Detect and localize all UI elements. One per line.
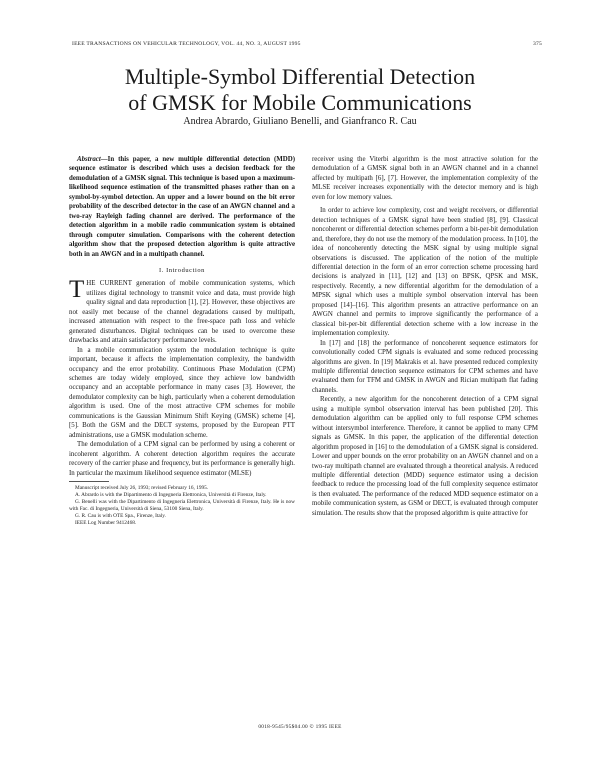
abstract-lead: Abstract— bbox=[77, 156, 108, 163]
intro-paragraph-1-text: HE CURRENT generation of mobile communication systems, which utilizes digital technology to transmit voice and data, must provide high quality signal and data reproduction [1], [2]. However, these objectives are not easily met because of the channel degradations caused by multipath, increased attenuation with respect to the free-space path loss and vehicle generated disturbances. Digital techniques can be used to overcome these drawbacks and attain satisfactory performance levels. bbox=[69, 280, 295, 345]
abstract bbox=[69, 155, 295, 259]
right-paragraph-4: Recently, a new algorithm for the noncoherent detection of a CPM signal using a multiple symbol observation interval has been published [20]. This demodulation algorithm can be applied only to full response CPM schemes without intersymbol interference. Therefore, it cannot be applied to many CPM signals as GMSK. In this paper, the application of the differential detection algorithm proposed in [16] to the demodulation of a GMSK signal is considered. Lower and upper bounds on the error probability on an AWGN channel and on a two-ray multipath channel are evaluated through a theoretical analysis. A reduced multiple differential detection (MDD) sequence estimator using a decision feedback to reduce the processing load of the full complexity sequence estimator is then evaluated. The performance of the reduced MDD sequence estimator on a mobile communication system, as GSM or DECT, is evaluated through computer simulation. The results show that the proposed algorithm is quite attractive for bbox=[312, 396, 538, 517]
left-column bbox=[69, 155, 295, 527]
right-paragraph-1: receiver using the Viterbi algorithm is the most attractive solution for the demodulation of a GMSK signal both in an AWGN channel and in a channel affected by multipath [6], [7]. However, the implementation complexity of the MLSE receiver increases exponentially with the detector memory and is high even for low memory values. bbox=[312, 156, 538, 201]
footnote-ieee-log: IEEE Log Number 9412468. bbox=[75, 519, 137, 526]
title-line-2: of GMSK for Mobile Communications bbox=[128, 90, 472, 115]
intro-paragraph-2: In a mobile communication system the modulation technique is quite important, because it affects the implementation complexity, the bandwidth occupancy and the error probability. Continuous Phase Modulation (CPM) schemes are today widely employed, since they achieve low bandwidth occupancy and an acceptable performance in many cases [3]. However, the demodulator complexity can be high, particularly when a coherent demodulation algorithm is used. One of the most attractive CPM schemes for mobile communications is the Gaussian Minimum Shift Keying (GMSK) scheme [4], [5]. Both the GSM and the DECT systems, proposed by the European PTT administrations, use a GMSK modulation scheme. bbox=[69, 346, 295, 439]
copyright-id: 0018-9545/95$04.00 © 1995 IEEE bbox=[258, 724, 342, 730]
footnote-author-3: G. R. Cau is with OTE Spa., Firenze, Italy. bbox=[75, 512, 166, 519]
intro-paragraph-1 bbox=[69, 276, 295, 345]
footnote-author-1: A. Abrardo is with the Dipartimento di Ingegneria Elettronica, Università di Firenze, Italy. bbox=[75, 491, 267, 498]
right-paragraph-3: In [17] and [18] the performance of noncoherent sequence estimators for convolutionally coded CPM signals is evaluated and some reduced processing algorithms are given. In [19] Makrakis et al. have presented reduced complexity multiple differential detection sequence estimators for CPM schemes and have evaluated them for TFM and GMSK in AWGN and Rician multipath flat fading channels. bbox=[312, 339, 538, 394]
drop-cap: T bbox=[69, 276, 85, 304]
page-number: 375 bbox=[533, 41, 542, 47]
right-paragraph-2: In order to achieve low complexity, cost and weight receivers, or differential detection techniques of a GMSK signal have been studied [8], [9]. Classical noncoherent or differential detection schemes perform a bit-per-bit demodulation and, therefore, they do not use the memory of the modulation process. In [10], the idea of noncoherently detecting the MSK signal by using multiple signal observations is discussed. The application of the notion of the multiple differential detection in the form of an error correction scheme processing hard decisions is analyzed in [11], [12] and [13] on BPSK, QPSK and MSK, respectively. Recently, a new differential algorithm for the demodulation of a MPSK signal which uses a multiple symbol observation interval has been proposed [14]–[16]. This algorithm presents an attractive performance on an AWGN channel and permits to improve significantly the performance of a classical bit-per-bit differential detection scheme with a low increase in the implementation complexity. bbox=[312, 207, 538, 338]
abstract-text: In this paper, a new multiple differential detection (MDD) sequence estimator is described which uses a decision feedback for the demodulation of a GMSK signal. This technique is based upon a maximum-likelihood sequence estimation of the transmitted phases rather than on a symbol-by-symbol detection. An upper and a lower bound on the bit error probability of the described detector in the case of an AWGN channel and a two-ray Rayleigh fading channel are derived. The performance of the detection algorithm in a mobile radio communication system is obtained through computer simulation. Comparisons with the coherent detection algorithm show that the proposed detection algorithm is quite attractive both in an AWGN and in a multipath channel. bbox=[69, 156, 295, 258]
intro-paragraph-3: The demodulation of a CPM signal can be performed by using a coherent or incoherent algorithm. A coherent detection algorithm requires the accurate recovery of the carrier phase and frequency, but its performance is generally high. In particular the maximum likelihood sequence estimator (MLSE) bbox=[69, 441, 295, 477]
author-list: Andrea Abrardo, Giuliano Benelli, and Gianfranco R. Cau bbox=[183, 116, 417, 127]
paper-title bbox=[60, 64, 540, 116]
running-head-text: IEEE TRANSACTIONS ON VEHICULAR TECHNOLOGY, VOL. 44, NO. 3, AUGUST 1995 bbox=[72, 41, 301, 47]
running-header bbox=[72, 41, 542, 47]
footnote-author-2: G. Benelli was with the Dipartimento di Ingegneria Elettronica, Università di Firenze, Italy. He is now with Fac. di Ingegneria, Università di Siena, 53100 Siena, Italy. bbox=[69, 498, 295, 512]
section-heading-introduction: I. Introduction bbox=[159, 266, 205, 274]
right-column bbox=[312, 155, 538, 518]
title-line-1: Multiple-Symbol Differential Detection bbox=[124, 64, 476, 89]
footnote-received: Manuscript received July 26, 1993; revised February 16, 1995. bbox=[75, 484, 209, 491]
footnote-divider bbox=[69, 481, 109, 482]
